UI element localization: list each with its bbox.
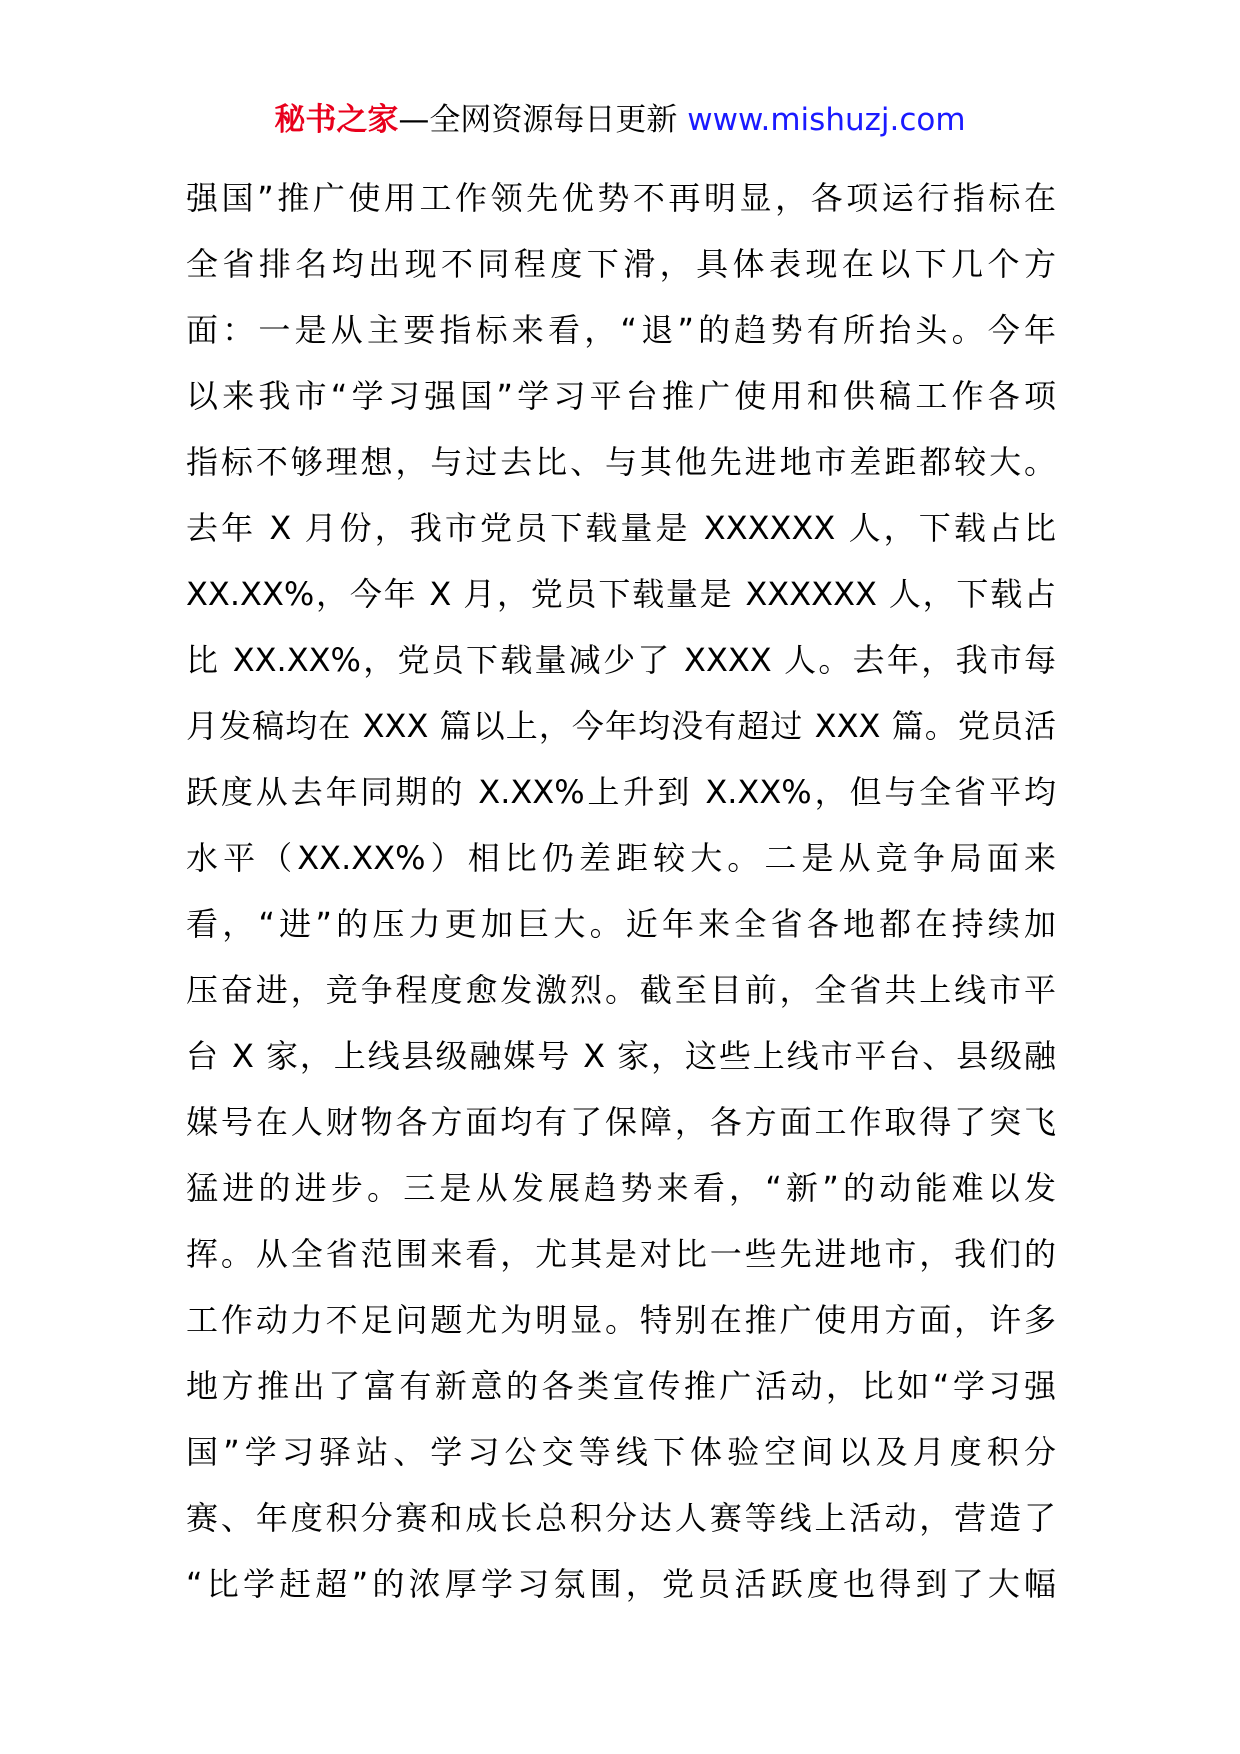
text-line: 比 XX.XX%，党员下载量减少了 XXXX 人。去年，我市每 xyxy=(186,641,1056,679)
text-line: 媒号在人财物各方面均有了保障，各方面工作取得了突飞 xyxy=(186,1103,1056,1141)
text-line: 以来我市“学习强国”学习平台推广使用和供稿工作各项 xyxy=(186,377,1056,415)
text-line: 猛进的进步。三是从发展趋势来看，“新”的动能难以发 xyxy=(186,1169,1056,1207)
site-name: 秘书之家 xyxy=(274,102,399,138)
site-url-link[interactable]: www.mishuzj.com xyxy=(687,102,966,138)
text-line: XX.XX%，今年 X 月，党员下载量是 XXXXXX 人，下载占 xyxy=(186,575,1056,613)
text-line: 地方推出了富有新意的各类宣传推广活动，比如“学习强 xyxy=(186,1367,1056,1405)
text-line: 全省排名均出现不同程度下滑，具体表现在以下几个方 xyxy=(186,245,1056,283)
text-line: 强国”推广使用工作领先优势不再明显，各项运行指标在 xyxy=(186,179,1056,217)
text-line: “比学赶超”的浓厚学习氛围，党员活跃度也得到了大幅 xyxy=(186,1565,1056,1603)
text-line: 跃度从去年同期的 X.XX%上升到 X.XX%，但与全省平均 xyxy=(186,773,1056,811)
text-line: 指标不够理想，与过去比、与其他先进地市差距都较大。 xyxy=(186,443,1056,481)
text-line: 水平（XX.XX%）相比仍差距较大。二是从竞争局面来 xyxy=(186,839,1056,877)
text-line: 压奋进，竞争程度愈发激烈。截至目前，全省共上线市平 xyxy=(186,971,1056,1009)
text-line: 工作动力不足问题尤为明显。特别在推广使用方面，许多 xyxy=(186,1301,1056,1339)
text-line: 去年 X 月份，我市党员下载量是 XXXXXX 人，下载占比 xyxy=(186,509,1056,547)
text-line: 国”学习驿站、学习公交等线下体验空间以及月度积分 xyxy=(186,1433,1056,1471)
text-line: 赛、年度积分赛和成长总积分达人赛等线上活动，营造了 xyxy=(186,1499,1056,1537)
text-line: 面：一是从主要指标来看，“退”的趋势有所抬头。今年 xyxy=(186,311,1056,349)
text-line: 挥。从全省范围来看，尤其是对比一些先进地市，我们的 xyxy=(186,1235,1056,1273)
header-tagline: —全网资源每日更新 xyxy=(398,102,688,138)
page-header xyxy=(0,100,1240,140)
body-text xyxy=(186,165,1056,1617)
text-line: 台 X 家，上线县级融媒号 X 家，这些上线市平台、县级融 xyxy=(186,1037,1056,1075)
text-line: 月发稿均在 XXX 篇以上，今年均没有超过 XXX 篇。党员活 xyxy=(186,707,1056,745)
text-line: 看，“进”的压力更加巨大。近年来全省各地都在持续加 xyxy=(186,905,1056,943)
